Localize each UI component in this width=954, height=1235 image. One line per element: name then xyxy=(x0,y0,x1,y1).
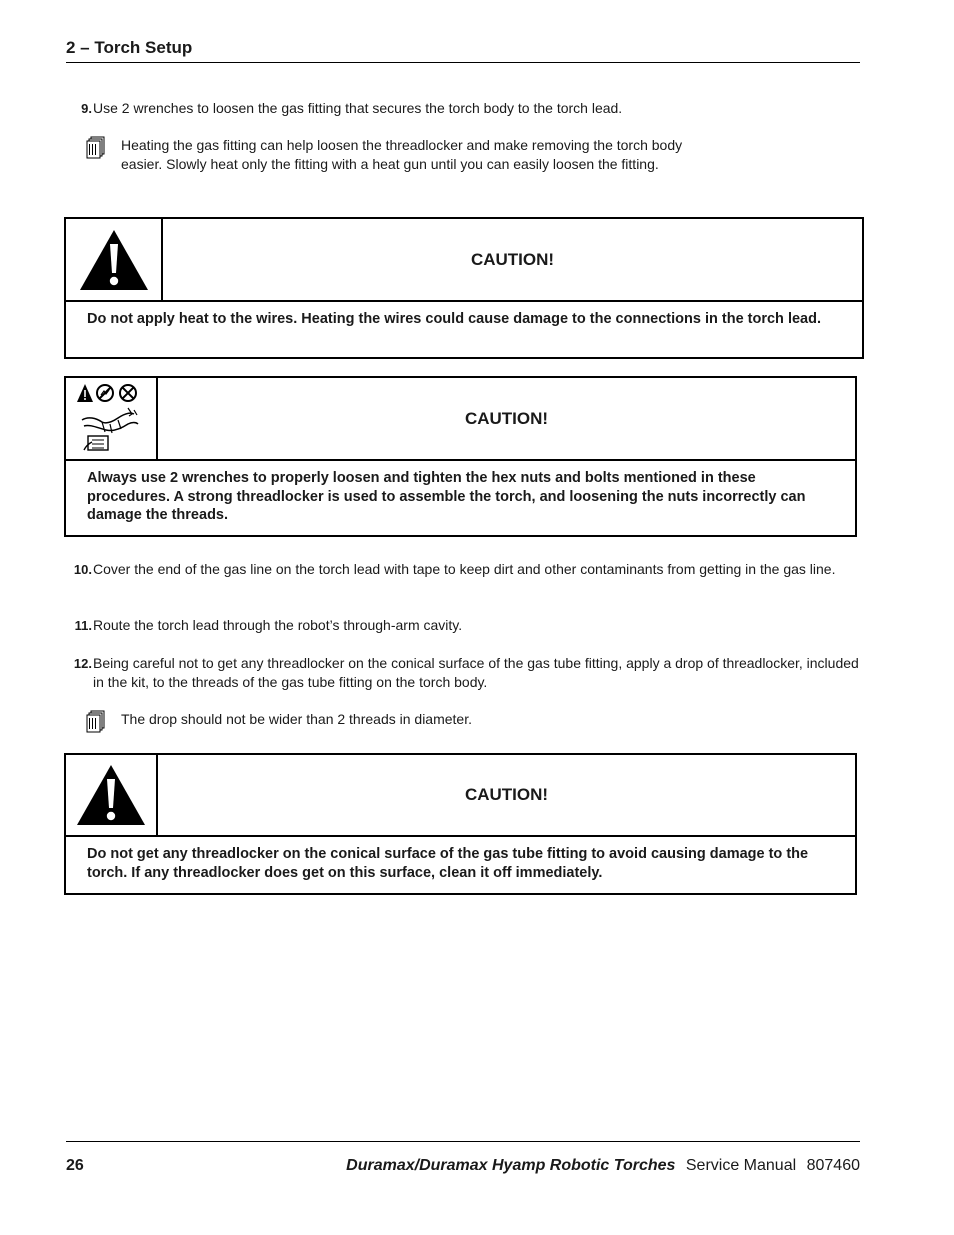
caution-text: Always use 2 wrenches to properly loosen and tighten the hex nuts and bolts mentioned in these procedures. A strong threadlocker is used to assemble the torch, and loosening the nuts incorrectly can damage the threads. xyxy=(87,470,806,523)
step-12 xyxy=(66,654,860,692)
note-text: Heating the gas fitting can help loosen the threadlocker and make removing the torch body easier. Slowly heat only the fitting with a heat gun until you can easily loosen the fitting. xyxy=(121,137,683,172)
manual-number: 807460 xyxy=(806,1157,860,1174)
note-icon xyxy=(86,710,106,734)
step-number: 9. xyxy=(81,101,92,116)
caution-title: CAUTION! xyxy=(464,408,549,428)
step-text: Use 2 wrenches to loosen the gas fitting that secures the torch body to the torch lead. xyxy=(93,100,623,116)
warning-triangle-icon xyxy=(75,763,147,827)
note-heat-fitting xyxy=(86,136,706,174)
note-text: The drop should not be wider than 2 threads in diameter. xyxy=(121,711,472,727)
page-number: 26 xyxy=(66,1157,84,1174)
warning-triangle-icon xyxy=(78,228,150,292)
book-title: Duramax/Duramax Hyamp Robotic Torches xyxy=(346,1157,676,1174)
caution-title: CAUTION! xyxy=(470,249,555,269)
step-11 xyxy=(66,616,860,635)
step-number: 11. xyxy=(74,618,92,633)
section-header: 2 – Torch Setup xyxy=(66,38,860,63)
caution-text: Do not apply heat to the wires. Heating the wires could cause damage to the connections in the torch lead. xyxy=(87,311,821,327)
manual-label: Service Manual xyxy=(685,1157,797,1174)
caution-text: Do not get any threadlocker on the conical surface of the gas tube fitting to avoid causing damage to the torch. If any threadlocker does get on this surface, clean it off immediately. xyxy=(87,846,809,881)
caution-box-wrenches xyxy=(64,376,857,537)
step-10 xyxy=(66,560,860,579)
step-text: Route the torch lead through the robot’s through-arm cavity. xyxy=(93,617,463,633)
step-number: 12. xyxy=(73,656,92,671)
note-icon xyxy=(86,136,106,160)
caution-box-heat xyxy=(64,217,864,359)
caution-box-threadlocker xyxy=(64,753,857,895)
step-text: Cover the end of the gas line on the torch lead with tape to keep dirt and other contaminants from getting in the gas line. xyxy=(93,561,836,577)
page-footer xyxy=(66,1141,860,1174)
manual-reference xyxy=(346,1157,860,1175)
step-text: Being careful not to get any threadlocker on the conical surface of the gas tube fitting, apply a drop of threadlocker, included in the kit, to the threads of the gas tube fitting on the torch body. xyxy=(93,655,859,690)
step-number: 10. xyxy=(73,562,92,577)
esd-warning-icon xyxy=(76,382,146,456)
note-drop-size xyxy=(86,710,706,729)
caution-title: CAUTION! xyxy=(464,785,549,804)
step-9 xyxy=(66,99,860,118)
